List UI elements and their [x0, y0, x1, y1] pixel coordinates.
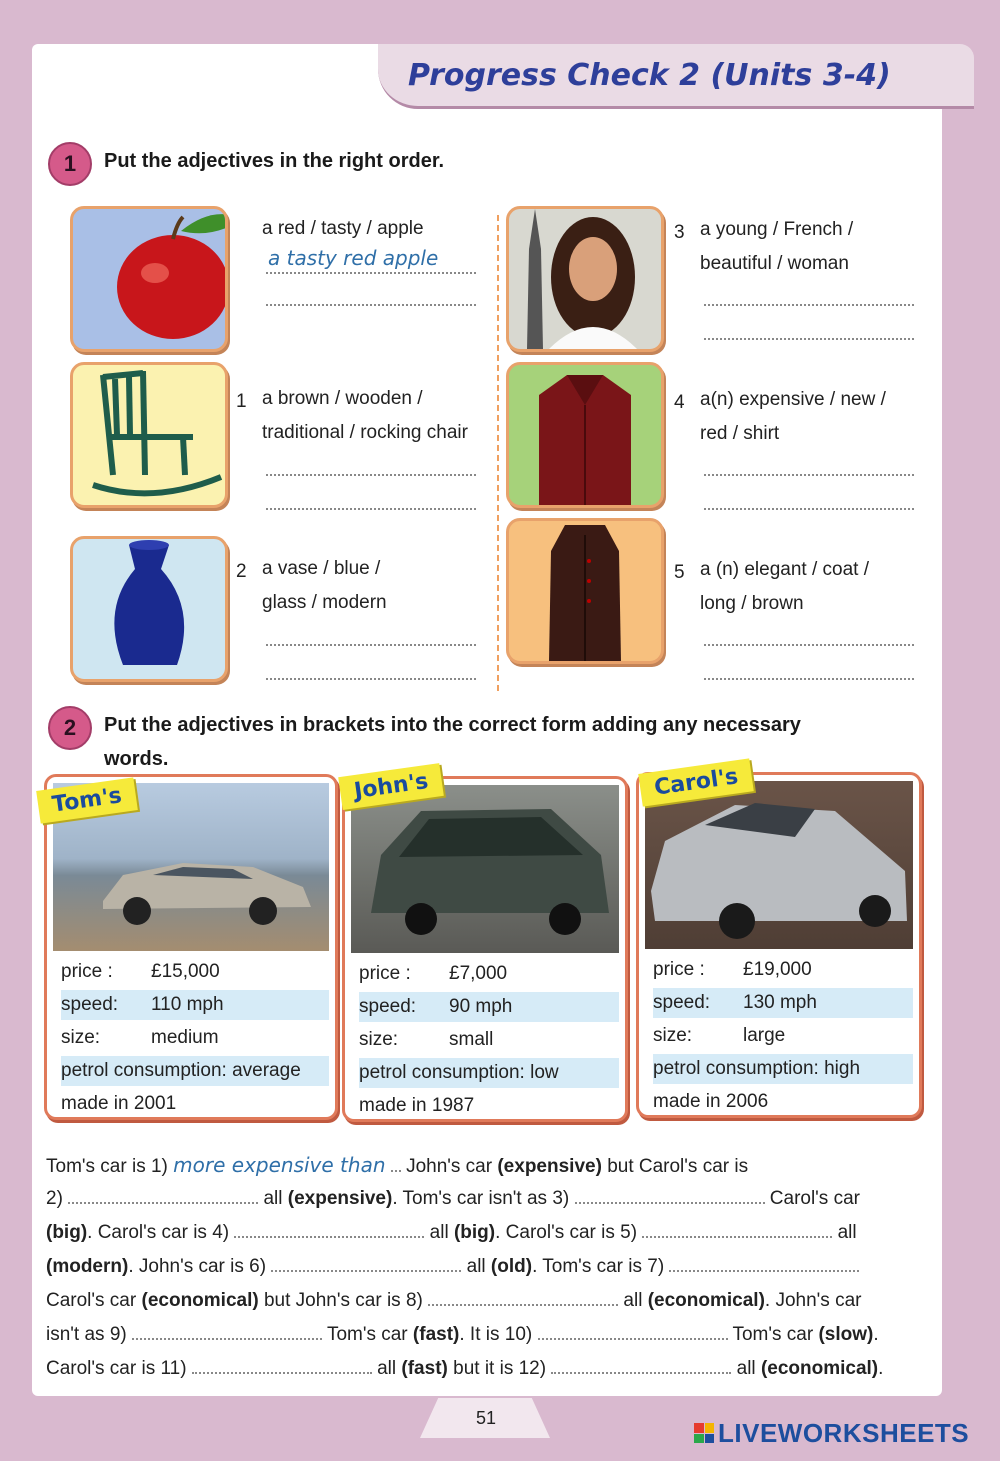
liveworksheets-logo[interactable]: LIVEWORKSHEETS [718, 1418, 970, 1448]
car-card-john [342, 776, 628, 1122]
para-text: all [837, 1222, 857, 1243]
para-text: Tom's car [326, 1324, 408, 1345]
carol-banner: Carol's [638, 758, 754, 806]
gap-2[interactable] [68, 1188, 258, 1204]
para-text: . It is 10) [459, 1324, 533, 1345]
item-5-answer-line-1[interactable] [704, 644, 914, 646]
para-text: all [377, 1358, 397, 1379]
tom-petrol: petrol consumption: average [61, 1056, 329, 1086]
tom-speed: 110 mph [151, 994, 224, 1015]
woman-picture [506, 206, 664, 352]
carol-size: large [743, 1025, 786, 1046]
page-number: 51 [476, 1408, 497, 1428]
apple-picture [70, 206, 228, 352]
para-text: Tom's car is 1) [46, 1156, 168, 1177]
item-4-line2: red / shirt [700, 423, 780, 444]
tom-speed-label: speed: [61, 994, 119, 1015]
para-hint: (expensive) [287, 1188, 393, 1209]
item-3-line1: a young / French / [700, 219, 854, 240]
john-banner: John's [338, 763, 444, 810]
item-2-answer-line-2[interactable] [266, 678, 476, 680]
tom-price-label: price : [61, 961, 113, 982]
carol-speed: 130 mph [743, 992, 817, 1013]
para-text: Carol's car [769, 1188, 860, 1209]
item-5-line2: long / brown [700, 593, 804, 614]
john-speed-label: speed: [359, 996, 417, 1017]
gap-4[interactable] [234, 1222, 424, 1238]
para-text: . [873, 1324, 879, 1345]
para-text: Carol's car is 11) [46, 1358, 187, 1379]
para-hint: (big) [453, 1222, 496, 1243]
para-hint: (economical) [141, 1290, 259, 1311]
exercise-1-number: 1 [48, 142, 92, 186]
john-price-label: price : [359, 963, 411, 984]
item-3-line2: beautiful / woman [700, 253, 849, 274]
para-text: all [623, 1290, 643, 1311]
gap-11[interactable] [192, 1358, 372, 1374]
item-4-line1: a(n) expensive / new / [700, 389, 886, 410]
item-0-extra-line [266, 304, 476, 306]
para-text: . Carol's car is 5) [495, 1222, 638, 1243]
para-text: but it is 12) [453, 1358, 547, 1379]
carol-price: £19,000 [743, 959, 812, 980]
para-text: . John's car [764, 1290, 862, 1311]
para-hint: (fast) [401, 1358, 448, 1379]
rocking-chair-picture [70, 362, 228, 508]
gap-12[interactable] [551, 1358, 731, 1374]
exercise-2-instruction-line2: words. [104, 748, 169, 770]
item-5-line1: a (n) elegant / coat / [700, 559, 869, 580]
carol-price-label: price : [653, 959, 705, 980]
para-hint: (old) [490, 1256, 533, 1277]
para-text: John's car [406, 1156, 493, 1177]
item-4-number: 4 [674, 392, 685, 413]
item-4-answer-line-1[interactable] [704, 474, 914, 476]
page-title: Progress Check 2 (Units 3-4) [408, 58, 891, 93]
para-text: . John's car is 6) [128, 1256, 267, 1277]
item-2-line2: glass / modern [262, 592, 387, 613]
para-text: all [736, 1358, 756, 1379]
para-text: Tom's car [732, 1324, 814, 1345]
item-3-answer-line-1[interactable] [704, 304, 914, 306]
para-hint: (expensive) [497, 1156, 602, 1177]
tom-banner: Tom's [36, 777, 138, 823]
item-4-answer-line-2[interactable] [704, 508, 914, 510]
gap-5[interactable] [642, 1222, 832, 1238]
vase-picture [70, 536, 228, 682]
item-2-number: 2 [236, 561, 247, 582]
para-text: . Carol's car is 4) [87, 1222, 230, 1243]
para-hint: (slow) [818, 1324, 874, 1345]
john-made: made in 1987 [359, 1095, 475, 1116]
john-speed: 90 mph [449, 996, 513, 1017]
carol-petrol: petrol consumption: high [653, 1054, 913, 1084]
item-2-answer-line-1[interactable] [266, 644, 476, 646]
gap-1-answer: more expensive than [173, 1153, 386, 1177]
item-0-answer-line [266, 272, 476, 274]
tom-made: made in 2001 [61, 1093, 177, 1114]
para-text: . Tom's car is 7) [532, 1256, 665, 1277]
para-text: but John's car is 8) [263, 1290, 423, 1311]
shirt-picture [506, 362, 664, 508]
item-1-line1: a brown / wooden / [262, 388, 423, 409]
coat-picture [506, 518, 664, 664]
item-1-answer-line-2[interactable] [266, 508, 476, 510]
para-text: isn't as 9) [46, 1324, 127, 1345]
exercise-1-instruction: Put the adjectives in the right order. [104, 150, 445, 172]
tom-price: £15,000 [151, 961, 220, 982]
carol-size-label: size: [653, 1025, 693, 1046]
gap-6[interactable] [271, 1256, 461, 1272]
item-2-line1: a vase / blue / [262, 558, 381, 579]
carol-made: made in 2006 [653, 1091, 769, 1112]
para-text: Carol's car [46, 1290, 137, 1311]
para-hint: (economical) [760, 1358, 879, 1379]
john-price: £7,000 [449, 963, 508, 984]
para-text: but Carol's car is [607, 1156, 749, 1177]
car-card-carol [636, 772, 922, 1118]
para-hint: (economical) [647, 1290, 765, 1311]
item-0-answer: a tasty red apple [268, 246, 439, 270]
para-hint: (fast) [412, 1324, 460, 1345]
tom-size-label: size: [61, 1027, 101, 1048]
item-5-number: 5 [674, 562, 685, 583]
para-hint: (big) [46, 1222, 88, 1243]
column-divider [497, 215, 499, 691]
para-text: . [878, 1358, 884, 1379]
gap-7[interactable] [669, 1256, 859, 1272]
item-5-answer-line-2[interactable] [704, 678, 914, 680]
liveworksheets-logo-icon [694, 1423, 714, 1443]
john-car-photo [351, 785, 619, 953]
para-text: all [429, 1222, 449, 1243]
item-1-number: 1 [236, 391, 247, 412]
item-0-line1: a red / tasty / apple [262, 218, 424, 239]
para-text: all [466, 1256, 486, 1277]
gap-3[interactable] [575, 1188, 765, 1204]
para-text: all [263, 1188, 283, 1209]
para-text: . Tom's car isn't as 3) [392, 1188, 570, 1209]
gap-8[interactable] [428, 1290, 618, 1306]
carol-speed-label: speed: [653, 992, 711, 1013]
para-hint: (modern) [46, 1256, 129, 1277]
item-1-line2: traditional / rocking chair [262, 422, 468, 443]
item-1-answer-line-1[interactable] [266, 474, 476, 476]
item-3-answer-line-2[interactable] [704, 338, 914, 340]
gap-9[interactable] [132, 1324, 322, 1340]
para-text: 2) [46, 1188, 63, 1209]
john-size-label: size: [359, 1029, 399, 1050]
car-card-tom [44, 774, 338, 1120]
john-petrol: petrol consumption: low [359, 1058, 619, 1088]
gap-10[interactable] [538, 1324, 728, 1340]
exercise-2-instruction-line1: Put the adjectives in brackets into the correct form adding any necessary [104, 714, 801, 736]
tom-size: medium [151, 1027, 219, 1048]
john-size: small [449, 1029, 494, 1050]
exercise-2-number: 2 [48, 706, 92, 750]
item-3-number: 3 [674, 222, 685, 243]
gap-1 [391, 1156, 401, 1172]
carol-car-photo [645, 781, 913, 949]
